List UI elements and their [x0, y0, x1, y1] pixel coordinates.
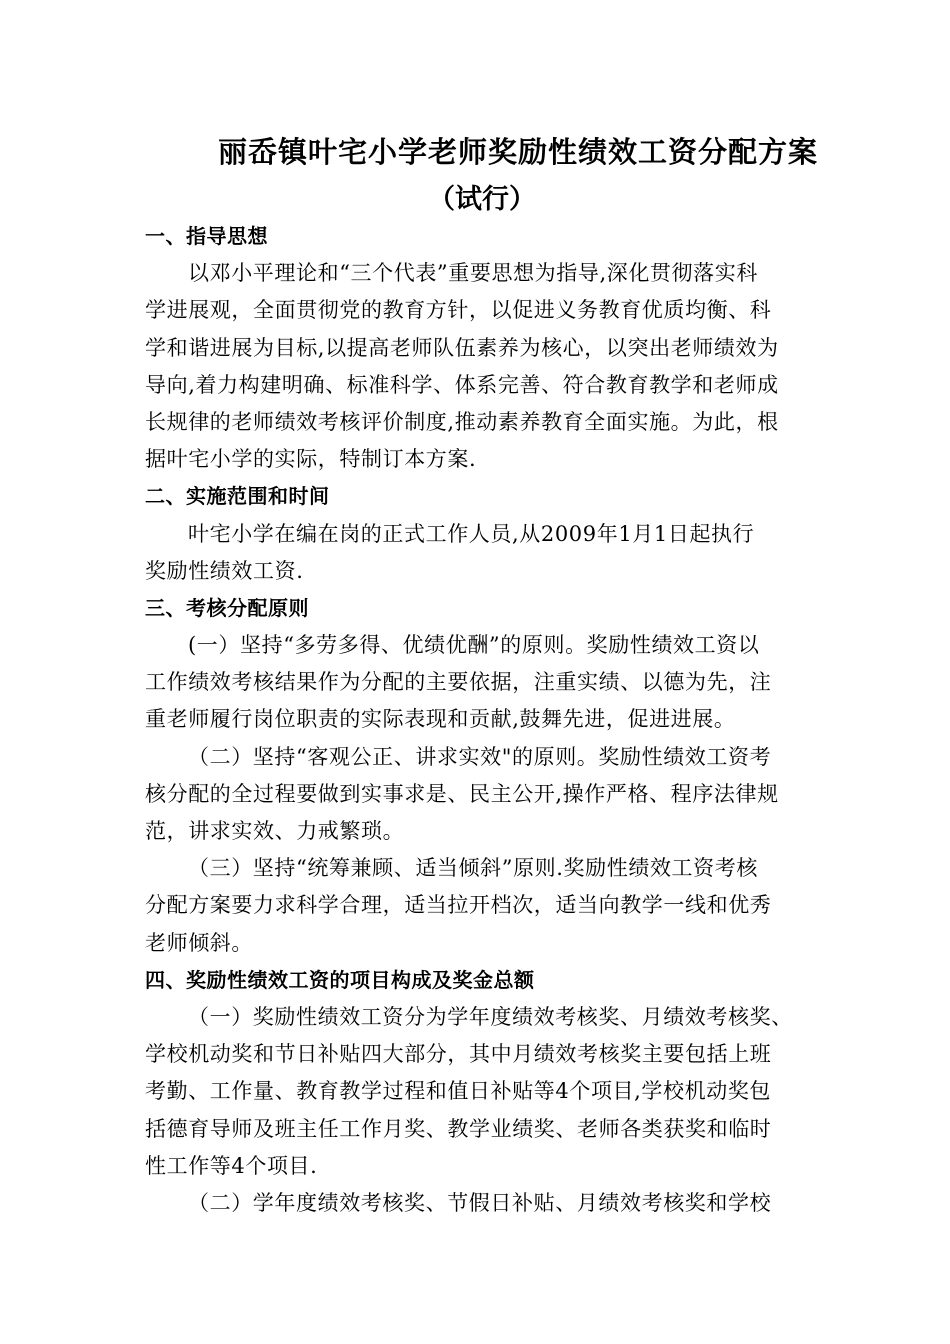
section-heading: 四、奖励性绩效工资的项目构成及奖金总额 — [145, 967, 535, 992]
section-heading: 三、考核分配原则 — [145, 595, 309, 620]
paragraph-line: 重老师履行岗位职责的实际表现和贡献,鼓舞先进，促进进展。 — [145, 707, 736, 732]
paragraph-line: 叶宅小学在编在岗的正式工作人员,从2009年1月1日起执行 — [188, 521, 755, 546]
document-title: 丽岙镇叶宅小学老师奖励性绩效工资分配方案 — [218, 135, 819, 169]
paragraph-line: 老师倾斜。 — [145, 930, 253, 955]
section-heading: 一、指导思想 — [145, 224, 268, 248]
paragraph-line: 括德育导师及班主任工作月奖、教学业绩奖、老师各类获奖和临时 — [145, 1116, 772, 1141]
section-heading: 二、实施范围和时间 — [145, 484, 330, 509]
paragraph-line: （二）坚持“客观公正、讲求实效"的原则。奖励性绩效工资考 — [188, 744, 772, 769]
paragraph-line: 学校机动奖和节日补贴四大部分，其中月绩效考核奖主要包括上班 — [145, 1042, 772, 1067]
paragraph-line: 考勤、工作量、教育教学过程和值日补贴等4个项目,学校机动奖包 — [145, 1079, 772, 1104]
paragraph-line: 奖励性绩效工资. — [145, 558, 304, 583]
paragraph-line: 长规律的老师绩效考核评价制度,推动素养教育全面实施。为此，根 — [145, 409, 779, 434]
paragraph-line: 范，讲求实效、力戒繁琐。 — [145, 819, 405, 843]
paragraph-line: 导向,着力构建明确、标准科学、体系完善、符合教育教学和老师成 — [145, 372, 779, 397]
paragraph-line: （一）奖励性绩效工资分为学年度绩效考核奖、月绩效考核奖、 — [188, 1004, 793, 1029]
paragraph-line: 核分配的全过程要做到实事求是、民主公开,操作严格、程序法律规 — [145, 781, 779, 806]
paragraph-line: 学和谐进展为目标,以提高老师队伍素养为核心，以突出老师绩效为 — [145, 335, 779, 360]
paragraph-line: （三）坚持“统筹兼顾、适当倾斜”原则.奖励性绩效工资考核 — [188, 856, 758, 881]
document-body — [145, 218, 825, 1222]
paragraph-line: 据叶宅小学的实际，特制订本方案. — [145, 447, 477, 472]
paragraph-line: 性工作等4个项目. — [145, 1153, 318, 1178]
paragraph-line: 学进展观，全面贯彻党的教育方针，以促进义务教育优质均衡、科 — [145, 298, 772, 323]
paragraph-line: 以邓小平理论和“三个代表”重要思想为指导,深化贯彻落实科 — [188, 261, 758, 286]
paragraph-line: (一）坚持“多劳多得、优绩优酬”的原则。奖励性绩效工资以 — [188, 633, 760, 658]
paragraph-line: 工作绩效考核结果作为分配的主要依据，注重实绩、以德为先，注 — [145, 670, 772, 695]
document-subtitle: （试行） — [428, 184, 536, 215]
paragraph-line: 分配方案要力求科学合理，适当拉开档次，适当向教学一线和优秀 — [145, 893, 772, 918]
paragraph-line: （二）学年度绩效考核奖、节假日补贴、月绩效考核奖和学校 — [188, 1190, 772, 1215]
